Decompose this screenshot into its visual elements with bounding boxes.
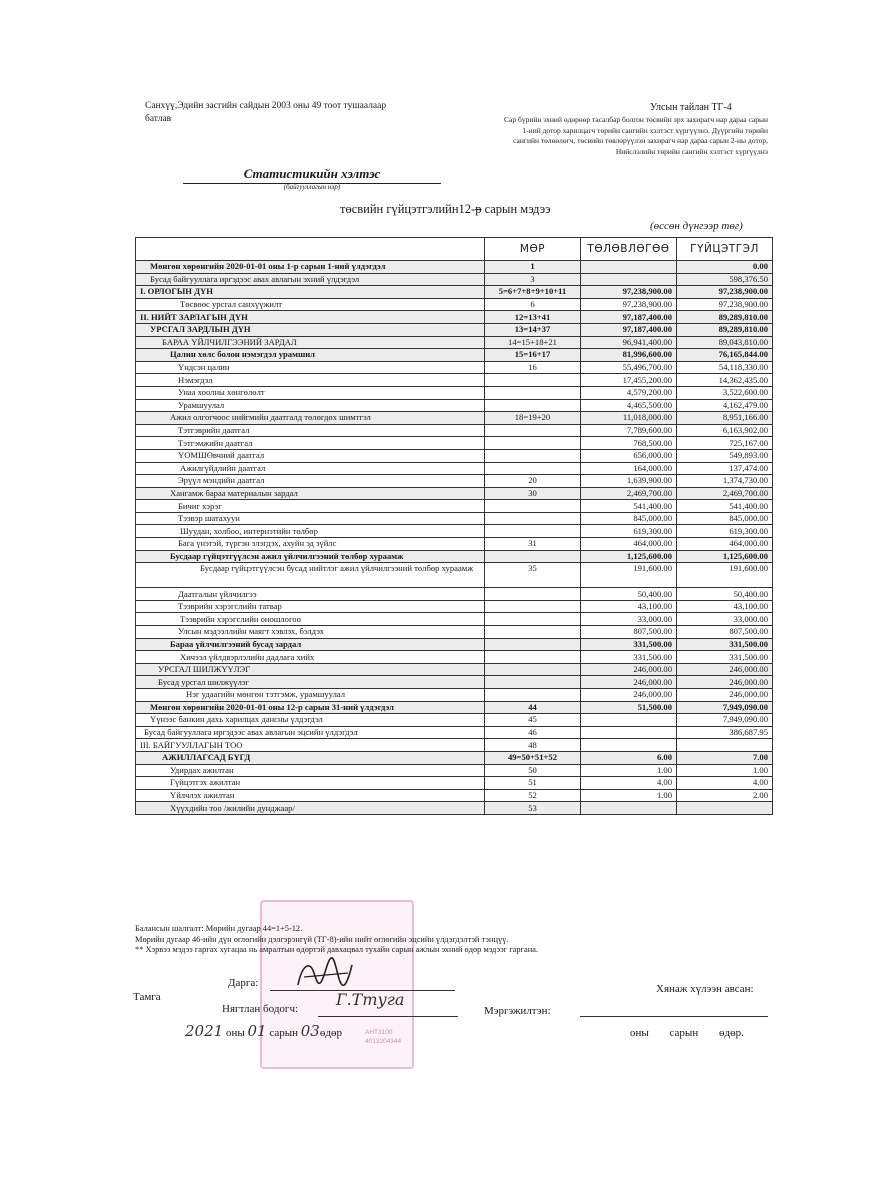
row-plan: 541,400.00 xyxy=(581,500,677,513)
submission-note-line-1: Сар бүрийн эхний өдөрөөр тасалбар болгон төсвийн эрх захирагч нар дараа сарын xyxy=(504,115,768,124)
table-row xyxy=(136,600,773,613)
stamp-text-line-1: АНТ3100 xyxy=(365,1029,393,1036)
row-actual: 76,165,844.00 xyxy=(677,349,773,362)
row-plan: 11,018,000.00 xyxy=(581,412,677,425)
row-actual: 89,289,810.00 xyxy=(677,311,773,324)
row-code: 30 xyxy=(485,487,581,500)
row-plan: 1.00 xyxy=(581,789,677,802)
row-actual: 1,374,730.00 xyxy=(677,475,773,488)
table-row xyxy=(136,588,773,601)
currency-note: (өссөн дүнгээр төг) xyxy=(650,220,743,232)
report-form-code: Улсын тайлан ТГ-4 xyxy=(650,102,732,113)
row-plan: 619,300.00 xyxy=(581,525,677,538)
accountant-label: Нягтлан бодогч: xyxy=(222,1003,299,1015)
table-row xyxy=(136,802,773,815)
approval-note xyxy=(145,100,415,126)
table-row xyxy=(136,412,773,425)
submission-note-line-3: сангийн төлөөлөгч, төсвийн төвлөрүүлэн захирагч нар дараа сарын 2-ны дотор, xyxy=(513,136,768,145)
table-row xyxy=(136,613,773,626)
row-code xyxy=(485,600,581,613)
table-row xyxy=(136,487,773,500)
row-actual: 14,362,435.00 xyxy=(677,374,773,387)
row-code: 52 xyxy=(485,789,581,802)
row-plan: 246,000.00 xyxy=(581,676,677,689)
row-code xyxy=(485,588,581,601)
table-row xyxy=(136,714,773,727)
stamp-text xyxy=(365,1028,401,1046)
row-code xyxy=(485,651,581,664)
row-actual: 331,500.00 xyxy=(677,651,773,664)
row-label: Төсвөөс урсгал санхүүжилт xyxy=(136,298,485,311)
row-code xyxy=(485,462,581,475)
row-code: 12=13+41 xyxy=(485,311,581,324)
report-title-suffix: сарын мэдээ xyxy=(481,202,551,216)
balance-check-note: Балансын шалгалт: Мөрийн дугаар 44=1+5-12. xyxy=(135,924,303,933)
row-code: 16 xyxy=(485,361,581,374)
row-actual: 7,949,090.00 xyxy=(677,701,773,714)
table-row xyxy=(136,500,773,513)
row-label: Мөнгөн хөрөнгийн 2020-01-01 оны 12-р сарын 31-ний үлдэгдэл xyxy=(136,701,485,714)
row-plan: 6.00 xyxy=(581,751,677,764)
accountant-signature: Г.Ттуга xyxy=(336,990,405,1009)
row-label: Шуудан, холбоо, интернэтийн төлбөр xyxy=(136,525,485,538)
table-row xyxy=(136,361,773,374)
row-label: Урамшуулал xyxy=(136,399,485,412)
table-row xyxy=(136,751,773,764)
row-label: Бичиг хэрэг xyxy=(136,500,485,513)
row-actual: 137,474.00 xyxy=(677,462,773,475)
table-row xyxy=(136,638,773,651)
row-label: УРСГАЛ ШИЛЖҮҮЛЭГ xyxy=(136,663,485,676)
reviewed-label: Хянаж хүлээн авсан: xyxy=(656,983,754,995)
table-row xyxy=(136,374,773,387)
row-label: Тээврийн хэрэгслийн оношлогоо xyxy=(136,613,485,626)
row-code xyxy=(485,374,581,387)
row-label: Удирдах ажилтан xyxy=(136,764,485,777)
row-actual xyxy=(677,739,773,752)
row-actual: 807,500.00 xyxy=(677,626,773,639)
row-plan: 2,469,700.00 xyxy=(581,487,677,500)
header-description xyxy=(136,238,485,261)
row-label: Цалин хөлс болон нэмэгдэл урамшил xyxy=(136,349,485,362)
organization-caption: (байгууллагын нэр) xyxy=(283,183,341,191)
approval-line-1: Санхүү,Эдийн засгийн сайдын 2003 оны 49 тоот тушаалаар xyxy=(145,101,387,111)
date-year: 2021 xyxy=(185,1022,224,1040)
row-label: Тэтгэврийн даатгал xyxy=(136,424,485,437)
row-plan: 331,500.00 xyxy=(581,651,677,664)
date-month: 01 xyxy=(247,1022,267,1040)
row-code xyxy=(485,676,581,689)
table-row xyxy=(136,626,773,639)
row-label: Мөнгөн хөрөнгийн 2020-01-01 оны 1-р сарын 1-ний үлдэгдэл xyxy=(136,261,485,274)
stamp-label: Тамга xyxy=(133,991,161,1003)
row-label: Үндсэн цалин xyxy=(136,361,485,374)
row-code xyxy=(485,626,581,639)
row-plan: 4,579,200.00 xyxy=(581,386,677,399)
table-row xyxy=(136,525,773,538)
row-plan: 464,000.00 xyxy=(581,538,677,551)
row-actual: 33,000.00 xyxy=(677,613,773,626)
table-row xyxy=(136,726,773,739)
row-plan xyxy=(581,739,677,752)
table-row xyxy=(136,764,773,777)
row-code xyxy=(485,500,581,513)
row-code: 13=14+37 xyxy=(485,323,581,336)
row-plan: 97,187,400.00 xyxy=(581,323,677,336)
row-code: 20 xyxy=(485,475,581,488)
date-day: 03 xyxy=(300,1022,320,1040)
row-label: Үүнээс банкин дахь харилцах дансны үлдэгдэл xyxy=(136,714,485,727)
row-label: Бусдаар гүйцэтгүүлсэн ажил үйлчилгээний төлбөр хураамж xyxy=(136,550,485,563)
row-actual: 549,893.00 xyxy=(677,449,773,462)
table-body xyxy=(136,261,773,815)
row-actual: 619,300.00 xyxy=(677,525,773,538)
submission-note xyxy=(458,115,768,157)
row-actual: 50,400.00 xyxy=(677,588,773,601)
table-row xyxy=(136,512,773,525)
row-code: 1 xyxy=(485,261,581,274)
table-row xyxy=(136,676,773,689)
row-actual: 725,167.00 xyxy=(677,437,773,450)
row-plan xyxy=(581,261,677,274)
row-plan: 55,496,700.00 xyxy=(581,361,677,374)
row-label: Гүйцэтгэх ажилтан xyxy=(136,777,485,790)
row-actual: 246,000.00 xyxy=(677,676,773,689)
row-code: 51 xyxy=(485,777,581,790)
row-actual: 3,522,600.00 xyxy=(677,386,773,399)
row-code xyxy=(485,386,581,399)
row46-note: Мөрийн дугаар 46-ийн дүн өглөгийн дэлгэрэнгүй (ТГ-8)-ийн нийт өглөгийн эцсийн үлдэгдэлтэй тэнцүү. xyxy=(135,934,509,944)
table-row xyxy=(136,701,773,714)
row-label: Тээвэр шатахуун xyxy=(136,512,485,525)
row-plan: 246,000.00 xyxy=(581,663,677,676)
row-label: Тэтгэмжийн даатгал xyxy=(136,437,485,450)
review-year-label: оны xyxy=(630,1027,649,1039)
row-code: 53 xyxy=(485,802,581,815)
holiday-note: ** Хэрвээ мэдээ гаргах хугацаа нь амралтын өдөртэй давхацвал тухайн сарын ажлын эхний өдөр мэдээг гаргана. xyxy=(135,945,538,954)
row-actual: 2.00 xyxy=(677,789,773,802)
row-actual: 97,238,900.00 xyxy=(677,298,773,311)
row-label: Улсын мэдээллийн маягт хэвлэх, бэлдэх xyxy=(136,626,485,639)
review-month-label: сарын xyxy=(669,1027,699,1039)
row-code xyxy=(485,689,581,702)
row-plan: 164,000.00 xyxy=(581,462,677,475)
submission-note-line-4: Нийслэлийн төрийн сангийн хэлтэст хүргүүлнэ xyxy=(615,146,768,156)
submission-note-line-2: 1-ний дотор харилцагч төрийн сангийн хэлтэст хүргүүлнэ. Дүүргийн төрийн xyxy=(522,125,768,135)
footer-notes xyxy=(135,924,755,956)
table-row xyxy=(136,386,773,399)
table-row xyxy=(136,462,773,475)
specialist-label: Мэргэжилтэн: xyxy=(484,1005,551,1017)
row-actual: 541,400.00 xyxy=(677,500,773,513)
row-code: 3 xyxy=(485,273,581,286)
report-title xyxy=(340,202,600,217)
row-code: 50 xyxy=(485,764,581,777)
report-title-struck: р xyxy=(475,202,482,216)
row-code: 15=16+17 xyxy=(485,349,581,362)
header-actual: ГҮЙЦЭТГЭЛ xyxy=(677,238,773,261)
row-label: Хичээл үйлдвэрлэлийн дадлага хийх xyxy=(136,651,485,664)
director-label: Дарга: xyxy=(228,977,259,989)
table-row xyxy=(136,261,773,274)
table-row xyxy=(136,689,773,702)
row-label: БАРАА ҮЙЛЧИЛГЭЭНИЙ ЗАРДАЛ xyxy=(136,336,485,349)
row-label: Унаа хоолны хөнгөлөлт xyxy=(136,386,485,399)
row-code xyxy=(485,550,581,563)
row-code xyxy=(485,449,581,462)
row-plan: 50,400.00 xyxy=(581,588,677,601)
date-year-label: оны xyxy=(225,1027,245,1039)
table-row xyxy=(136,336,773,349)
row-label: Хүүхдийн тоо /жилийн дунджаар/ xyxy=(136,802,485,815)
row-label: I. ОРЛОГЫН ДҮН xyxy=(136,286,485,299)
row-actual: 7,949,090.00 xyxy=(677,714,773,727)
table-row xyxy=(136,449,773,462)
table-row xyxy=(136,298,773,311)
row-plan: 7,789,600.00 xyxy=(581,424,677,437)
table-row xyxy=(136,311,773,324)
row-plan: 97,238,900.00 xyxy=(581,298,677,311)
row-actual: 43,100.00 xyxy=(677,600,773,613)
row-label: УРСГАЛ ЗАРДЛЫН ДҮН xyxy=(136,323,485,336)
row-code xyxy=(485,399,581,412)
row-actual: 845,000.00 xyxy=(677,512,773,525)
date-month-label: сарын xyxy=(269,1027,298,1039)
director-signature xyxy=(290,955,360,995)
row-label: III. БАЙГУУЛЛАГЫН ТОО xyxy=(136,739,485,752)
table-row xyxy=(136,437,773,450)
report-title-prefix: төсвийн гүйцэтгэлийн12- xyxy=(340,202,476,216)
row-plan: 43,100.00 xyxy=(581,600,677,613)
row-code xyxy=(485,525,581,538)
row-code: 46 xyxy=(485,726,581,739)
row-plan: 331,500.00 xyxy=(581,638,677,651)
row-actual: 464,000.00 xyxy=(677,538,773,551)
row-plan: 97,238,900.00 xyxy=(581,286,677,299)
row-plan: 1.00 xyxy=(581,764,677,777)
row-actual xyxy=(677,802,773,815)
row-code: 5=6+7+8+9+10+11 xyxy=(485,286,581,299)
row-label: Нэмэгдэл xyxy=(136,374,485,387)
row-label: Ажилгүйдлийн даатгал xyxy=(136,462,485,475)
row-code xyxy=(485,512,581,525)
specialist-signature-line xyxy=(580,1016,768,1017)
row-label: АЖИЛЛАГСАД БҮГД xyxy=(136,751,485,764)
row-plan: 17,455,200.00 xyxy=(581,374,677,387)
row-plan: 4,465,500.00 xyxy=(581,399,677,412)
row-plan: 33,000.00 xyxy=(581,613,677,626)
row-actual: 598,376.50 xyxy=(677,273,773,286)
row-code: 31 xyxy=(485,538,581,551)
row-label: Тээврийн хэрэгслийн татвар xyxy=(136,600,485,613)
row-plan: 807,500.00 xyxy=(581,626,677,639)
row-label: Эрүүл мэндийн даатгал xyxy=(136,475,485,488)
row-actual: 191,600.00 xyxy=(677,563,773,588)
row-label: Бусдаар гүйцэтгүүлсэн бусад нийтлэг ажил үйлчилгээний төлбөр хураамж xyxy=(136,563,485,588)
row-code: 35 xyxy=(485,563,581,588)
row-actual: 0.00 xyxy=(677,261,773,274)
row-code xyxy=(485,437,581,450)
row-code: 18=19+20 xyxy=(485,412,581,425)
row-plan xyxy=(581,273,677,286)
row-plan: 191,600.00 xyxy=(581,563,677,588)
table-row xyxy=(136,424,773,437)
row-actual: 7.00 xyxy=(677,751,773,764)
row-actual: 386,687.95 xyxy=(677,726,773,739)
table-row xyxy=(136,739,773,752)
table-header-row xyxy=(136,238,773,261)
row-plan: 768,500.00 xyxy=(581,437,677,450)
row-actual: 1,125,600.00 xyxy=(677,550,773,563)
header-plan: ТӨЛӨВЛӨГӨӨ xyxy=(581,238,677,261)
table-row xyxy=(136,475,773,488)
row-plan xyxy=(581,802,677,815)
row-label: Үйлчлэх ажилтан xyxy=(136,789,485,802)
organization-name: Статистикийн хэлтэс xyxy=(183,166,441,184)
row-code: 45 xyxy=(485,714,581,727)
budget-table xyxy=(135,237,773,815)
table-row xyxy=(136,651,773,664)
row-plan: 1,125,600.00 xyxy=(581,550,677,563)
row-plan: 81,996,600.00 xyxy=(581,349,677,362)
row-code xyxy=(485,424,581,437)
table-row xyxy=(136,286,773,299)
row-code xyxy=(485,613,581,626)
row-code: 14=15+18+21 xyxy=(485,336,581,349)
table-row xyxy=(136,563,773,588)
row-label: Бусад байгууллага иргэдээс авах авлагын эхний үлдэгдэл xyxy=(136,273,485,286)
row-label: Бусад урсгал шилжүүлэг xyxy=(136,676,485,689)
row-actual: 4,162,479.00 xyxy=(677,399,773,412)
row-code: 49=50+51+52 xyxy=(485,751,581,764)
row-label: Бусад байгууллага иргэдээс авах авлагын эцсийн үлдэгдэл xyxy=(136,726,485,739)
row-code xyxy=(485,638,581,651)
table-row xyxy=(136,538,773,551)
table-row xyxy=(136,663,773,676)
row-label: Хангамж бараа материалын зардал xyxy=(136,487,485,500)
table-row xyxy=(136,323,773,336)
row-actual: 89,289,810.00 xyxy=(677,323,773,336)
row-plan: 845,000.00 xyxy=(581,512,677,525)
table-row xyxy=(136,777,773,790)
row-code: 6 xyxy=(485,298,581,311)
row-label: Бага үнэтэй, түргэн элэгдэх, ахуйн эд зүйлс xyxy=(136,538,485,551)
table-row xyxy=(136,550,773,563)
row-plan: 656,000.00 xyxy=(581,449,677,462)
row-actual: 1.00 xyxy=(677,764,773,777)
date-day-label: өдөр xyxy=(319,1027,342,1039)
row-label: Ажил олгогчоос нийгмийн даатгалд төлөгдөх шимтгэл xyxy=(136,412,485,425)
row-actual: 54,118,330.00 xyxy=(677,361,773,374)
table-row xyxy=(136,399,773,412)
row-actual: 97,238,900.00 xyxy=(677,286,773,299)
row-plan: 96,941,400.00 xyxy=(581,336,677,349)
row-code: 44 xyxy=(485,701,581,714)
row-code xyxy=(485,663,581,676)
table-row xyxy=(136,789,773,802)
row-plan: 97,187,400.00 xyxy=(581,311,677,324)
row-actual: 246,000.00 xyxy=(677,689,773,702)
review-day-label: өдөр. xyxy=(718,1027,744,1039)
row-actual: 6,163,902.00 xyxy=(677,424,773,437)
row-actual: 89,043,810.00 xyxy=(677,336,773,349)
row-label: Даатгалын үйлчилгээ xyxy=(136,588,485,601)
row-plan: 4.00 xyxy=(581,777,677,790)
row-plan xyxy=(581,726,677,739)
header-row-number: МӨР xyxy=(485,238,581,261)
accountant-signature-line xyxy=(318,1016,458,1017)
table-row xyxy=(136,273,773,286)
approval-line-2: батлав xyxy=(145,114,172,124)
row-label: ҮОМШӨвчний даатгал xyxy=(136,449,485,462)
row-label: Бараа үйлчилгээний бусад зардал xyxy=(136,638,485,651)
row-label: II. НИЙТ ЗАРЛАГЫН ДҮН xyxy=(136,311,485,324)
submission-date xyxy=(185,1022,342,1040)
row-plan: 246,000.00 xyxy=(581,689,677,702)
stamp-text-line-2: 4013204344 xyxy=(365,1038,402,1045)
row-plan: 51,500.00 xyxy=(581,701,677,714)
row-actual: 246,000.00 xyxy=(677,663,773,676)
row-actual: 8,951,166.00 xyxy=(677,412,773,425)
row-actual: 4.00 xyxy=(677,777,773,790)
row-actual: 331,500.00 xyxy=(677,638,773,651)
table-row xyxy=(136,349,773,362)
row-plan xyxy=(581,714,677,727)
row-code: 48 xyxy=(485,739,581,752)
row-actual: 2,469,700.00 xyxy=(677,487,773,500)
row-plan: 1,639,900.00 xyxy=(581,475,677,488)
review-date xyxy=(630,1027,770,1039)
row-label: Нэг удаагийн мөнгөн тэтгэмж, урамшуулал xyxy=(136,689,485,702)
